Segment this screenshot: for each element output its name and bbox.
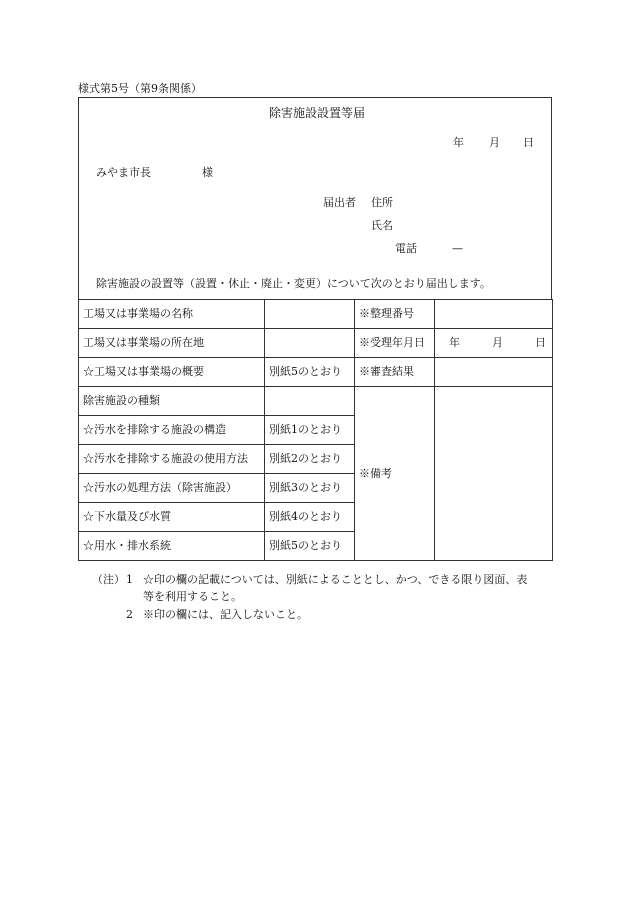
row-value-factory-location[interactable] — [265, 329, 355, 358]
note-1-number: 1 — [126, 573, 133, 586]
row-label-structure: ☆汚水を排除する施設の構造 — [79, 416, 265, 445]
label-remarks: ※備考 — [355, 387, 435, 561]
field-review-result[interactable] — [435, 358, 553, 387]
row-value-factory-name[interactable] — [265, 300, 355, 329]
addressee-honorific: 様 — [202, 166, 213, 179]
form-table — [78, 299, 553, 561]
field-reference-number[interactable] — [435, 300, 553, 329]
label-review-result: ※審査結果 — [355, 358, 435, 387]
receipt-day: 日 — [535, 336, 546, 349]
row-label-usage: ☆汚水を排除する施設の使用方法 — [79, 445, 265, 474]
row-value-drainage-system: 別紙5のとおり — [265, 532, 355, 561]
receipt-year: 年 — [449, 336, 460, 349]
date-month: 月 — [489, 136, 500, 149]
row-label-factory-name: 工場又は事業場の名称 — [79, 300, 265, 329]
row-value-facility-type[interactable] — [265, 387, 355, 416]
field-receipt-date[interactable] — [435, 329, 553, 358]
addressee-name: みやま市長 — [96, 166, 151, 179]
form-header-box — [78, 97, 552, 299]
table-row — [79, 387, 553, 416]
row-value-water-quality: 別紙4のとおり — [265, 503, 355, 532]
label-reference-number: ※整理番号 — [355, 300, 435, 329]
statement-text: 除害施設の設置等（設置・休止・廃止・変更）について次のとおり届出します。 — [96, 277, 491, 290]
applicant-label: 届出者 — [323, 196, 356, 209]
row-value-usage: 別紙2のとおり — [265, 445, 355, 474]
applicant-phone-dash: — — [452, 242, 463, 255]
applicant-name-label: 氏名 — [371, 219, 393, 232]
row-label-factory-location: 工場又は事業場の所在地 — [79, 329, 265, 358]
applicant-address-label: 住所 — [371, 196, 393, 209]
note-1-text: ☆印の欄の記載については、別紙によることとし、かつ、できる限り図面、表 — [143, 573, 528, 586]
note-1-text-cont: 等を利用すること。 — [143, 590, 242, 603]
field-remarks[interactable] — [435, 387, 553, 561]
receipt-month: 月 — [492, 336, 503, 349]
note-2-number: 2 — [126, 608, 133, 621]
row-value-structure: 別紙1のとおり — [265, 416, 355, 445]
note-2-text: ※印の欄には、記入しないこと。 — [143, 608, 308, 621]
table-row — [79, 329, 553, 358]
form-title: 除害施設設置等届 — [269, 106, 366, 120]
applicant-phone-label: 電話 — [395, 242, 417, 255]
row-value-factory-overview: 別紙5のとおり — [265, 358, 355, 387]
row-value-treatment: 別紙3のとおり — [265, 474, 355, 503]
row-label-factory-overview: ☆工場又は事業場の概要 — [79, 358, 265, 387]
row-label-treatment: ☆汚水の処理方法（除害施設） — [79, 474, 265, 503]
notes-label: （注） — [92, 573, 125, 586]
table-row — [79, 358, 553, 387]
form-number: 様式第5号（第9条関係） — [78, 82, 202, 95]
table-row — [79, 300, 553, 329]
row-label-facility-type: 除害施設の種類 — [79, 387, 265, 416]
date-year: 年 — [453, 136, 464, 149]
date-day: 日 — [523, 136, 534, 149]
row-label-drainage-system: ☆用水・排水系統 — [79, 532, 265, 561]
label-receipt-date: ※受理年月日 — [355, 329, 435, 358]
row-label-water-quality: ☆下水量及び水質 — [79, 503, 265, 532]
